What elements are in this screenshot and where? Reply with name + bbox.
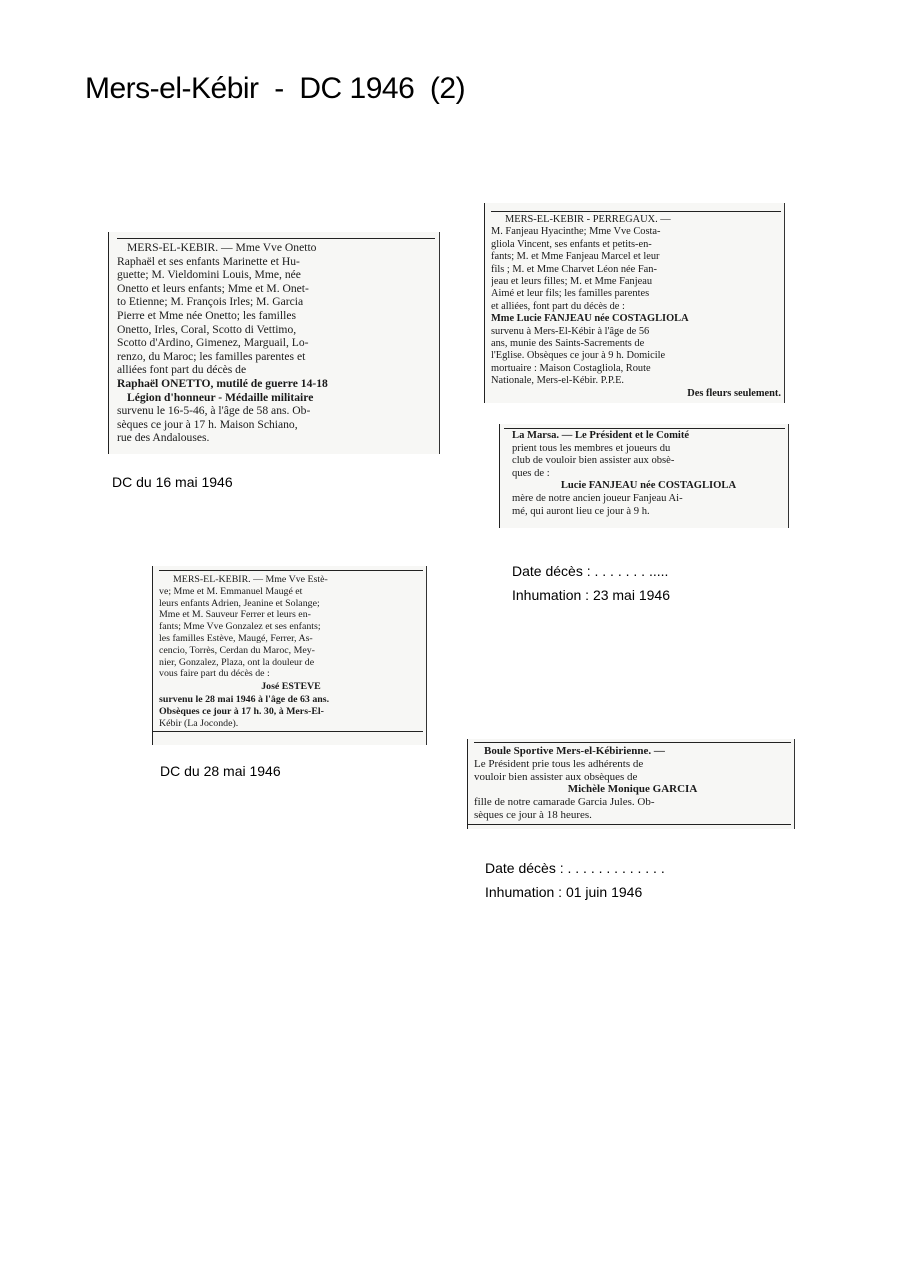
clipping-line: sèques ce jour à 17 h. Maison Schiano, <box>117 417 298 431</box>
clipping-line: M. Fanjeau Hyacinthe; Mme Vve Costa- <box>491 226 661 238</box>
clipping-line: MERS-EL-KEBIR - PERREGAUX. — <box>505 214 671 225</box>
caption-inhumation-23-mai: Inhumation : 23 mai 1946 <box>512 587 670 603</box>
obituary-clipping-la-marsa <box>499 424 789 528</box>
clipping-line: les familles Estève, Maugé, Ferrer, As- <box>159 632 313 644</box>
clipping-top-rule <box>474 742 791 743</box>
clipping-deceased-name: Raphaël ONETTO, mutilé de guerre 14-18 <box>117 376 328 390</box>
clipping-line: Mme et M. Sauveur Ferrer et leurs en- <box>159 609 311 621</box>
clipping-line: fants; M. et Mme Fanjeau Marcel et leur <box>491 251 660 263</box>
clipping-top-rule <box>159 570 423 571</box>
clipping-deceased-name: Lucie FANJEAU née COSTAGLIOLA <box>560 480 737 492</box>
clipping-line: mé, qui auront lieu ce jour à 9 h. <box>512 505 650 517</box>
clipping-line: sèques ce jour à 18 heures. <box>474 808 592 821</box>
clipping-line: MERS-EL-KEBIR. — Mme Vve Onetto <box>127 241 317 254</box>
caption-inhumation-01-juin: Inhumation : 01 juin 1946 <box>485 884 643 900</box>
clipping-line: to Etienne; M. François Irles; M. Garcia <box>117 295 304 309</box>
caption-dc-16-mai: DC du 16 mai 1946 <box>112 474 233 490</box>
clipping-line: et alliées, font part du décès de : <box>491 300 625 312</box>
clipping-line: survenu le 28 mai 1946 à l'âge de 63 ans. <box>159 693 330 705</box>
clipping-heading: La Marsa. — Le Président et le Comité <box>512 430 690 441</box>
obituary-clipping-fanjeau <box>484 203 785 403</box>
clipping-line: Pierre et Mme née Onetto; les familles <box>117 308 297 322</box>
clipping-line: Onetto et leurs enfants; Mme et M. Onet- <box>117 281 309 295</box>
obituary-clipping-esteve <box>152 566 427 745</box>
caption-date-deces-2: Date décès : . . . . . . . . . . . . . <box>485 860 665 876</box>
clipping-line: fants; Mme Vve Gonzalez et ses enfants; <box>159 621 321 633</box>
clipping-line: jeau et leurs filles; M. et Mme Fanjeau <box>491 276 653 288</box>
clipping-line: nier, Gonzalez, Plaza, ont la douleur de <box>159 656 315 668</box>
clipping-line: Onetto, Irles, Coral, Scotto di Vettimo, <box>117 322 297 336</box>
clipping-line: cencio, Torrès, Cerdan du Maroc, Mey- <box>159 644 315 656</box>
clipping-line: rue des Andalouses. <box>117 431 210 445</box>
clipping-deceased-name: Michèle Monique GARCIA <box>567 783 698 796</box>
clipping-heading: Boule Sportive Mers-el-Kébirienne. — <box>484 745 665 757</box>
clipping-line: mère de notre ancien joueur Fanjeau Ai- <box>512 492 683 504</box>
clipping-line: guette; M. Vieldomini Louis, Mme, née <box>117 268 301 282</box>
page-title: Mers-el-Kébir - DC 1946 (2) <box>85 72 466 105</box>
clipping-top-rule <box>504 428 785 429</box>
clipping-deceased-name: Mme Lucie FANJEAU née COSTAGLIOLA <box>491 313 689 325</box>
obituary-clipping-garcia <box>467 739 795 829</box>
clipping-line: mortuaire : Maison Costagliola, Route <box>491 362 651 374</box>
clipping-line: Aimé et leur fils; les familles parentes <box>491 288 650 300</box>
obituary-clipping-onetto <box>108 232 440 454</box>
clipping-line: ques de : <box>512 467 550 479</box>
clipping-line: ve; Mme et M. Emmanuel Maugé et <box>159 585 303 597</box>
clipping-line: Scotto d'Ardino, Gimenez, Marguail, Lo- <box>117 336 309 350</box>
clipping-line: Nationale, Mers-el-Kébir. P.P.E. <box>491 375 625 387</box>
clipping-line: alliées font part du décès de <box>117 363 247 377</box>
clipping-line: vouloir bien assister aux obsèques de <box>474 770 638 783</box>
clipping-line: Le Président prie tous les adhérents de <box>474 757 644 770</box>
clipping-line: vous faire part du décès de : <box>159 668 270 680</box>
clipping-line: Obsèques ce jour à 17 h. 30, à Mers-El- <box>159 705 324 717</box>
clipping-line: renzo, du Maroc; les familles parentes et <box>117 349 306 363</box>
clipping-line: leurs enfants Adrien, Jeanine et Solange; <box>159 597 320 609</box>
clipping-top-rule <box>491 211 781 212</box>
clipping-line: MERS-EL-KEBIR. — Mme Vve Estè- <box>173 574 328 585</box>
clipping-line: Légion d'honneur - Médaille militaire <box>127 390 314 404</box>
clipping-line: survenu le 16-5-46, à l'âge de 58 ans. Ob- <box>117 404 311 418</box>
clipping-line: Des fleurs seulement. <box>687 387 781 399</box>
clipping-top-rule <box>117 238 435 239</box>
clipping-line: prient tous les membres et joueurs du <box>512 442 671 454</box>
caption-dc-28-mai: DC du 28 mai 1946 <box>160 763 281 779</box>
clipping-line: Kébir (La Joconde). <box>159 717 239 729</box>
clipping-bottom-rule <box>153 731 423 732</box>
clipping-deceased-name: José ESTEVE <box>261 681 321 693</box>
clipping-line: fille de notre camarade Garcia Jules. Ob- <box>474 796 655 809</box>
clipping-line: club de vouloir bien assister aux obsè- <box>512 455 675 467</box>
clipping-line: Raphaël et ses enfants Marinette et Hu- <box>117 254 300 268</box>
clipping-line: ans, munie des Saints-Sacrements de <box>491 338 645 350</box>
caption-date-deces-1: Date décès : . . . . . . . ..... <box>512 563 669 579</box>
clipping-line: survenu à Mers-El-Kébir à l'âge de 56 <box>491 325 650 337</box>
clipping-line: fils ; M. et Mme Charvet Léon née Fan- <box>491 263 657 275</box>
clipping-line: gliola Vincent, ses enfants et petits-en- <box>491 238 652 250</box>
clipping-bottom-rule <box>468 824 791 825</box>
clipping-line: l'Eglise. Obsèques ce jour à 9 h. Domicile <box>491 350 666 362</box>
